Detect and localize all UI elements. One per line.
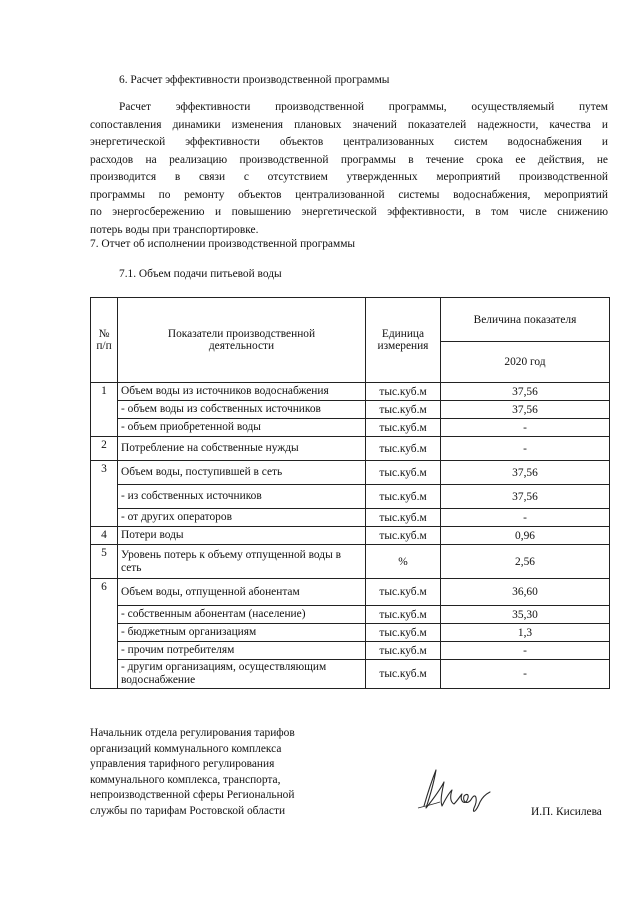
cell-unit: тыс.куб.м [366,579,441,606]
signature-line: Начальник отдела регулирования тарифов [90,727,295,739]
section-6-paragraph [90,99,608,239]
table-row [91,642,610,660]
table-row [91,624,610,642]
cell-indicator: Объем воды, поступившей в сеть [118,461,366,485]
table-row [91,509,610,527]
cell-unit: тыс.куб.м [366,401,441,419]
cell-indicator: Потребление на собственные нужды [118,437,366,461]
cell-indicator: - собственным абонентам (население) [118,606,366,624]
paragraph-line: программы по ремонту объектов централизованной системы водоснабжения, мероприятий [90,188,608,201]
table-row [91,461,610,485]
table-row [91,606,610,624]
cell-indicator: - объем приобретенной воды [118,419,366,437]
cell-value: 1,3 [441,624,610,642]
table-row [91,485,610,509]
header-indicator: Показатели производственной деятельности [118,298,366,383]
cell-value: - [441,642,610,660]
cell-indicator: - прочим потребителям [118,642,366,660]
cell-value: 2,56 [441,545,610,579]
paragraph-line: потерь воды при транспортировке. [90,223,259,236]
paragraph-line: Расчет эффективности производственной программы, осуществляемый путем [119,101,608,113]
table-row [91,545,610,579]
cell-num: 6 [91,579,118,689]
cell-num: 4 [91,527,118,545]
cell-indicator: - другим организациям, осуществляющим водоснабжение [118,660,366,689]
header-unit: Единица измерения [366,298,441,383]
handwritten-signature [416,762,494,818]
cell-value: - [441,437,610,461]
cell-value: 36,60 [441,579,610,606]
cell-unit: тыс.куб.м [366,485,441,509]
paragraph-line: расходов на реализацию производственной программы в течение срока ее действия, не [90,153,608,166]
table-row [91,419,610,437]
table-row [91,383,610,401]
cell-num: 1 [91,383,118,437]
cell-value: 37,56 [441,383,610,401]
paragraph-line: производится в связи с отсутствием утвержденных мероприятий производственной [90,171,608,183]
signatory-name: И.П. Кисилева [531,806,602,818]
table-row [91,437,610,461]
section-7-1-subheading: 7.1. Объем подачи питьевой воды [119,268,282,280]
signature-line: непроизводственной сферы Региональной [90,789,295,802]
cell-value: - [441,660,610,689]
cell-unit: тыс.куб.м [366,419,441,437]
cell-value: - [441,509,610,527]
cell-value: 35,30 [441,606,610,624]
cell-unit: тыс.куб.м [366,509,441,527]
header-year: 2020 год [441,342,610,383]
cell-unit: тыс.куб.м [366,527,441,545]
signature-line: коммунального комплекса, транспорта, [90,773,281,786]
table-row [91,579,610,606]
header-num: № п/п [91,298,118,383]
cell-indicator: Уровень потерь к объему отпущенной воды в сеть [118,545,366,579]
section-6-heading: 6. Расчет эффективности производственной программы [119,74,390,86]
header-value: Величина показателя [441,298,610,342]
table-row [91,660,610,689]
table-row [91,401,610,419]
cell-indicator: - от других операторов [118,509,366,527]
section-7-heading: 7. Отчет об исполнении производственной программы [90,238,356,250]
cell-unit: тыс.куб.м [366,624,441,642]
table-row [91,527,610,545]
paragraph-line: по энергосбережению и повышению энергетической эффективности, в том числе снижению [90,206,608,218]
cell-value: 0,96 [441,527,610,545]
cell-unit: тыс.куб.м [366,660,441,689]
cell-indicator: - из собственных источников [118,485,366,509]
cell-unit: тыс.куб.м [366,461,441,485]
cell-indicator: Объем воды, отпущенной абонентам [118,579,366,606]
cell-unit: тыс.куб.м [366,606,441,624]
cell-value: 37,56 [441,461,610,485]
signature-block [90,726,295,820]
cell-value: - [441,419,610,437]
signature-line: службы по тарифам Ростовской области [90,804,286,817]
cell-value: 37,56 [441,401,610,419]
paragraph-line: энергетической эффективности объектов централизованных систем водоснабжения и [90,136,608,148]
cell-unit: тыс.куб.м [366,437,441,461]
signature-line: организаций коммунального комплекса [90,742,282,755]
cell-indicator: Потери воды [118,527,366,545]
cell-unit: тыс.куб.м [366,642,441,660]
cell-indicator: - бюджетным организациям [118,624,366,642]
cell-value: 37,56 [441,485,610,509]
cell-num: 2 [91,437,118,461]
cell-num: 3 [91,461,118,527]
water-supply-table [90,297,610,689]
signature-line: управления тарифного регулирования [90,758,275,771]
cell-num: 5 [91,545,118,579]
cell-unit: тыс.куб.м [366,383,441,401]
cell-unit: % [366,545,441,579]
paragraph-line: сопоставления динамики изменения плановых значений показателей надежности, качества и [90,118,608,131]
cell-indicator: - объем воды из собственных источников [118,401,366,419]
cell-indicator: Объем воды из источников водоснабжения [118,383,366,401]
